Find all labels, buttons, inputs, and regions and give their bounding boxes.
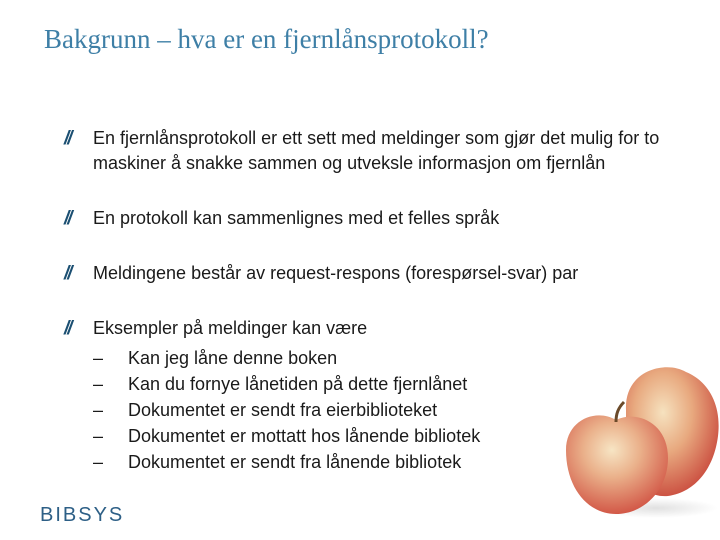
dash-marker: – [93,400,104,420]
sub-bullet-text: Kan du fornye lånetiden på dette fjernlånet [128,374,468,394]
bullet-text: Meldingene består av request-respons (forespørsel-svar) par [93,263,579,283]
dash-marker: – [93,452,104,472]
dash-marker: – [93,426,104,446]
sub-bullet-text: Dokumentet er sendt fra eierbiblioteket [128,400,438,420]
sub-bullet-text: Dokumentet er sendt fra lånende bibliotek [128,452,462,472]
dash-marker: – [93,348,104,368]
bullet-item [64,261,684,286]
apples-image [546,350,720,520]
bullet-marker-icon: // [64,263,71,284]
bullet-text: En fjernlånsprotokoll er ett sett med meldinger som gjør det mulig for to maskiner å snakke sammen og utveksle informasjon om fjernlån [93,128,660,173]
bullet-marker-icon: // [64,318,71,339]
bullet-marker-icon: // [64,128,71,149]
bullet-marker-icon: // [64,208,71,229]
bibsys-logo: BIBSYS [40,504,125,526]
sub-bullet-text: Dokumentet er mottatt hos lånende bibliotek [128,426,481,446]
bullet-item [64,126,684,176]
slide-title: Bakgrunn – hva er en fjernlånsprotokoll? [44,24,489,54]
dash-marker: – [93,374,104,394]
bullet-text: En protokoll kan sammenlignes med et felles språk [93,208,500,228]
sub-bullet-text: Kan jeg låne denne boken [128,348,338,368]
bullet-item [64,206,684,231]
bullet-text: Eksempler på meldinger kan være [93,318,368,338]
